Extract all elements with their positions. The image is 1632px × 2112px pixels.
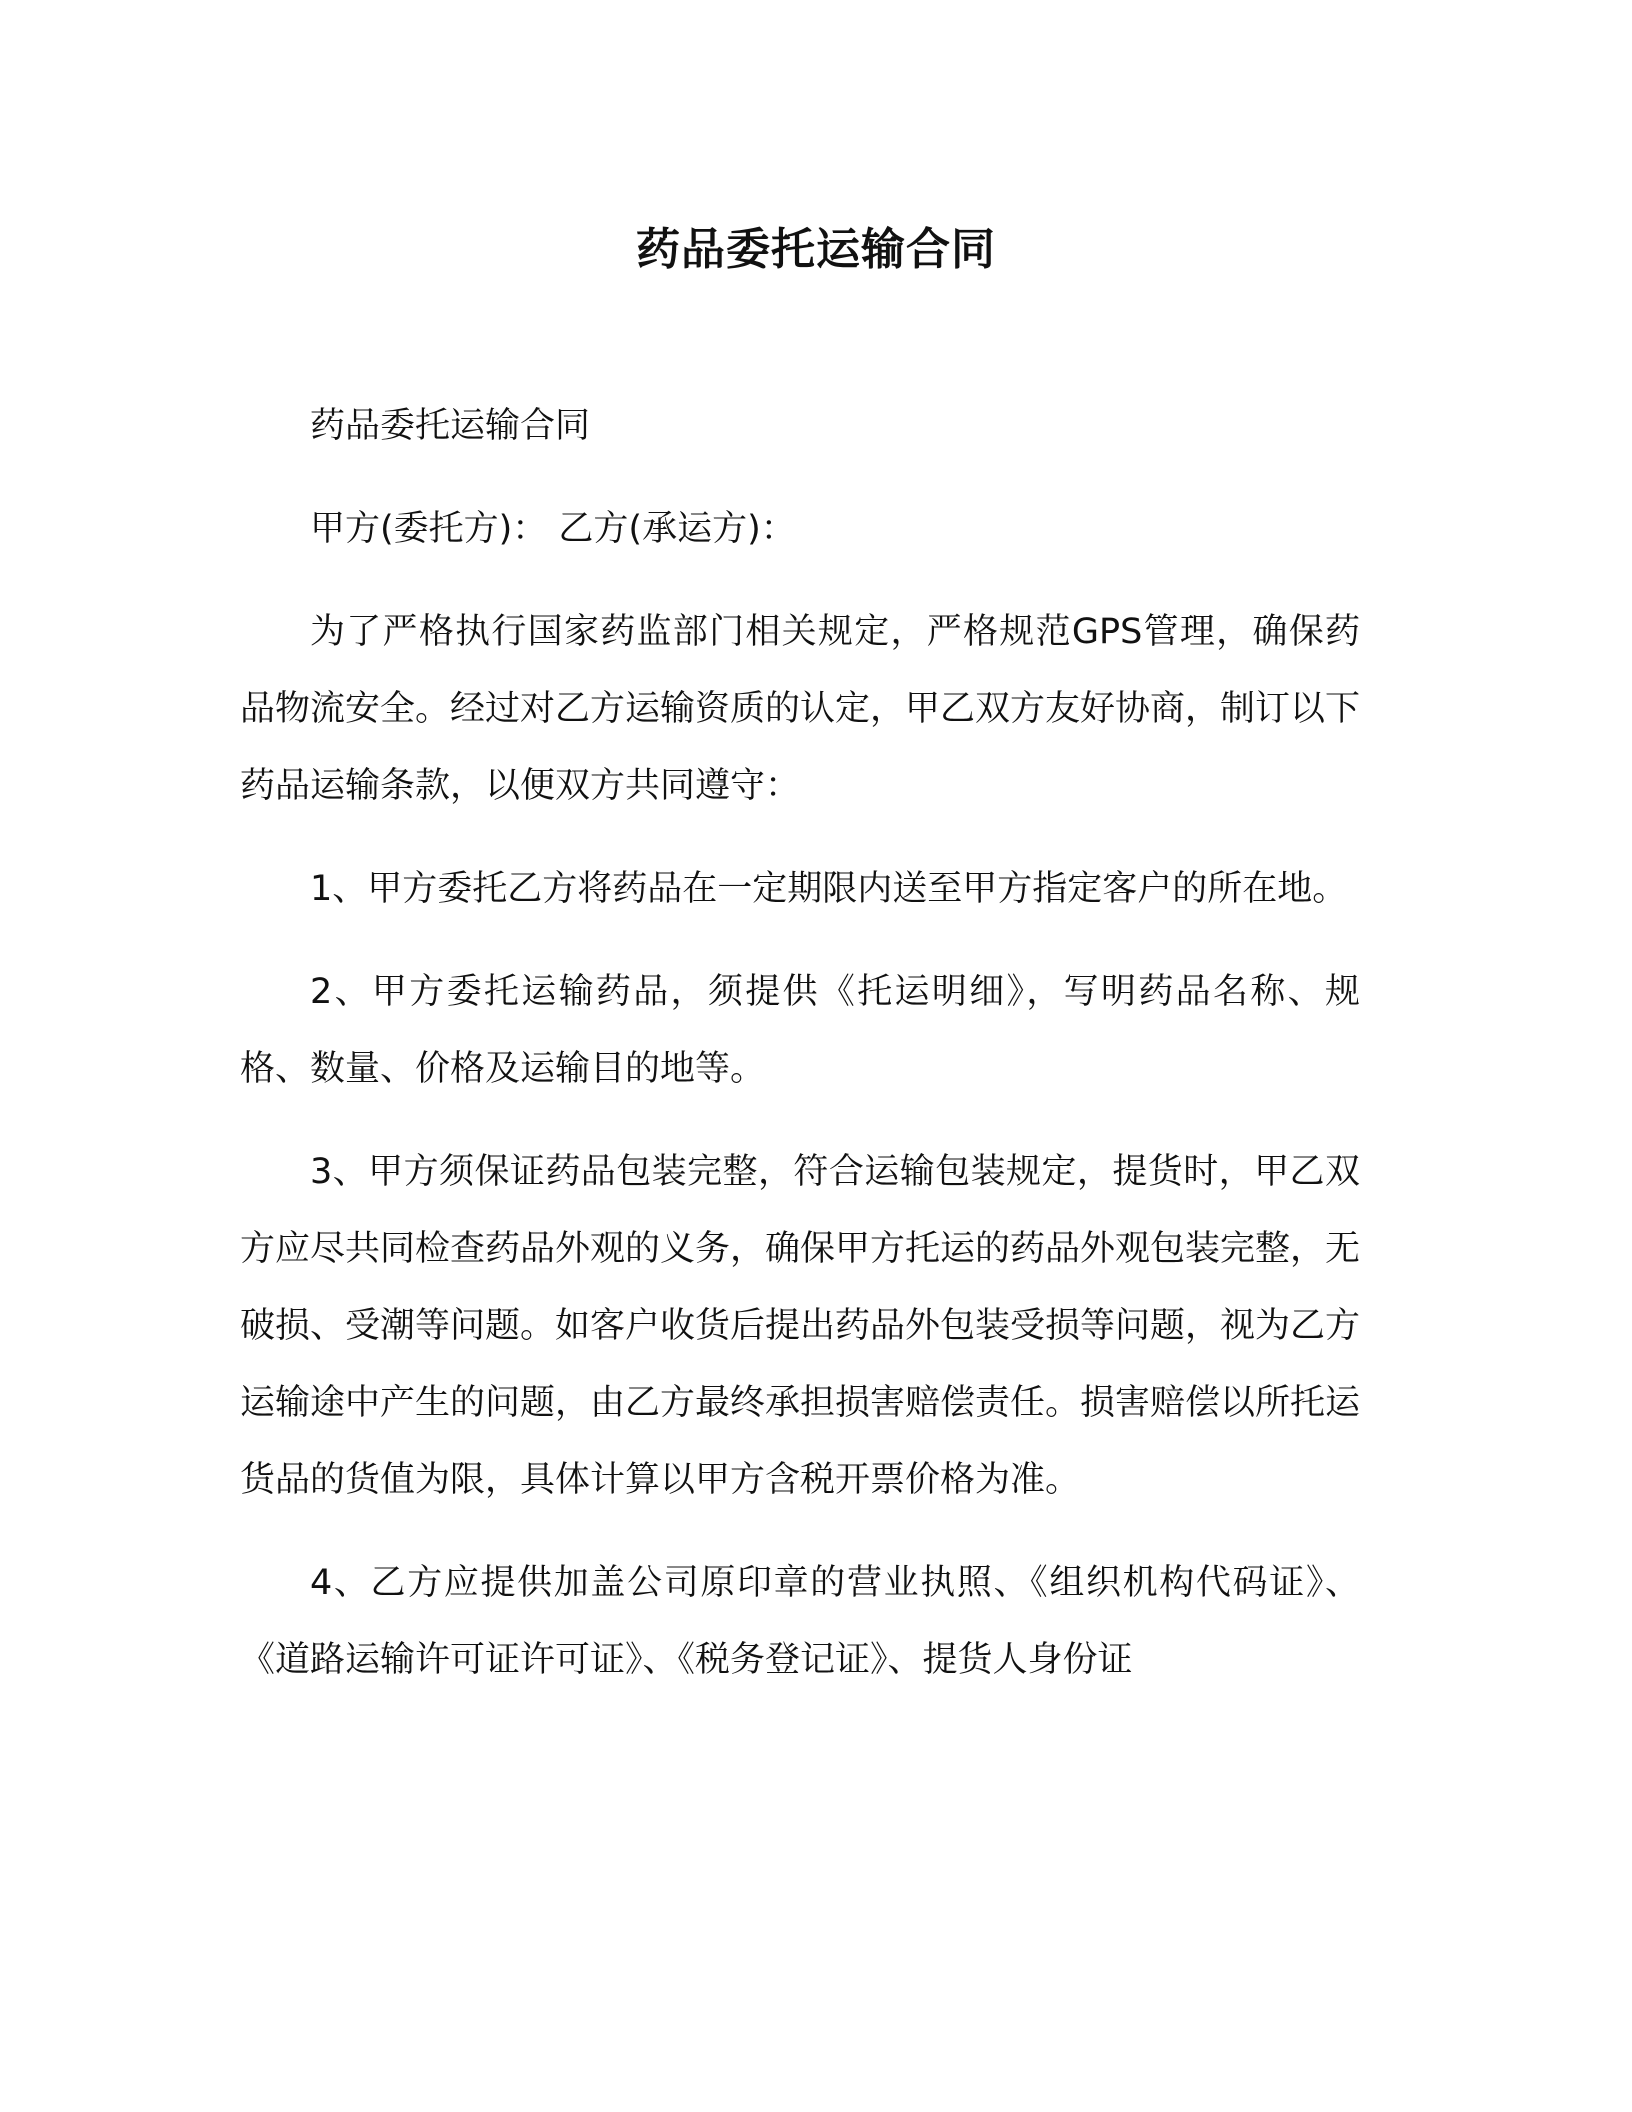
clause-3: 3、甲方须保证药品包装完整，符合运输包装规定，提货时，甲乙双方应尽共同检查药品外观的义务，确保甲方托运的药品外观包装完整，无破损、受潮等问题。如客户收货后提出药品外包装受损等问题，视为乙方运输途中产生的问题，由乙方最终承担损害赔偿责任。损害赔偿以所托运货品的货值为限，具体计算以甲方含税开票价格为准。: [240, 1152, 1361, 1500]
document-body: [240, 388, 1360, 1725]
clause-4: 4、乙方应提供加盖公司原印章的营业执照、《组织机构代码证》、《道路运输许可证许可证》、《税务登记证》、提货人身份证: [240, 1563, 1360, 1680]
document-subtitle: 药品委托运输合同: [310, 406, 591, 446]
preamble-paragraph: 为了严格执行国家药监部门相关规定，严格规范GPS管理，确保药品物流安全。经过对乙方运输资质的认定，甲乙双方友好协商，制订以下药品运输条款，以便双方共同遵守：: [240, 612, 1361, 806]
clause-2: 2、甲方委托运输药品，须提供《托运明细》，写明药品名称、规格、数量、价格及运输目的地等。: [240, 972, 1360, 1089]
clause-1: 1、甲方委托乙方将药品在一定期限内送至甲方指定客户的所在地。: [310, 869, 1348, 909]
parties-line: 甲方(委托方)： 乙方(承运方)：: [310, 509, 796, 549]
document-title: 药品委托运输合同: [636, 224, 996, 275]
